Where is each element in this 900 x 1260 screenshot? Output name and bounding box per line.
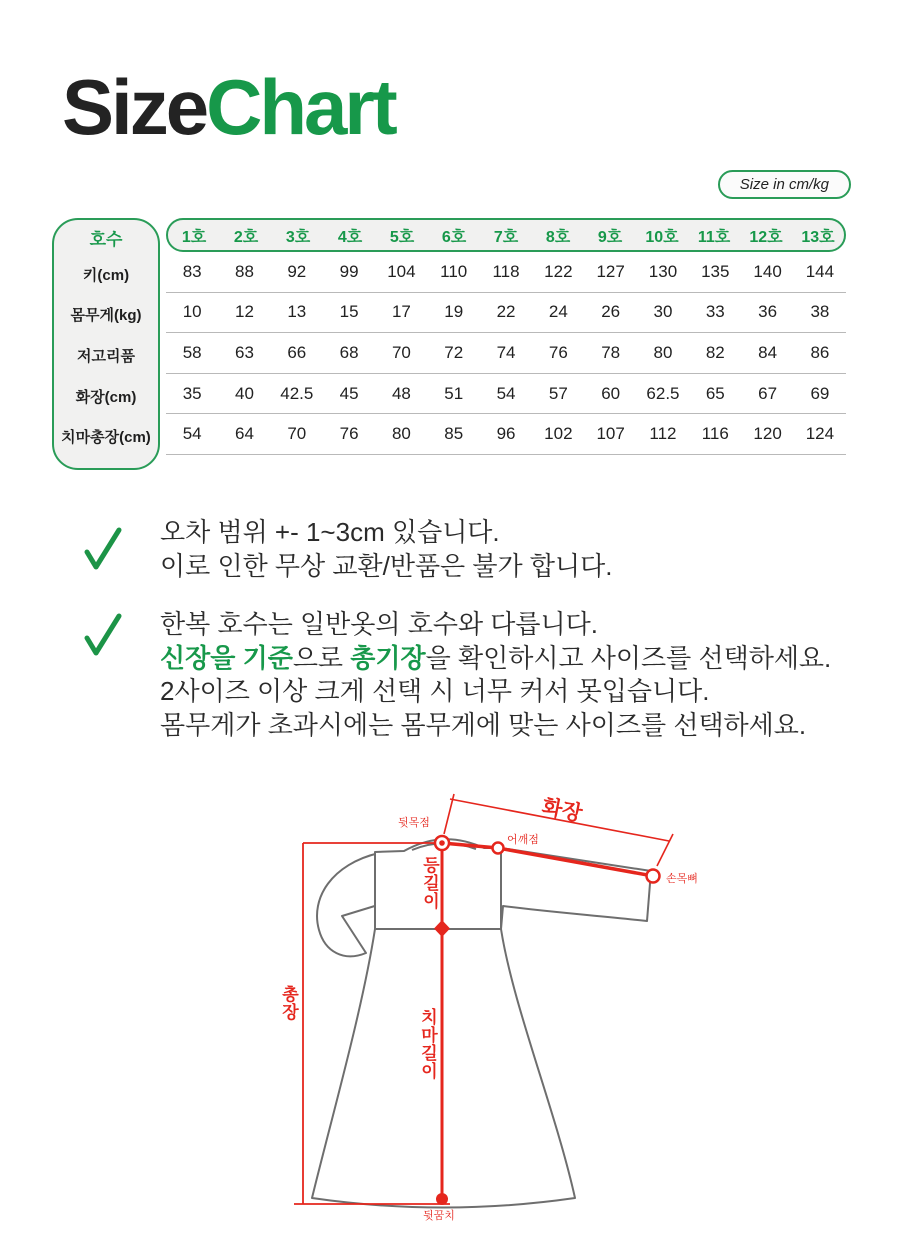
table-cell: 72: [444, 342, 464, 362]
note-highlight: 총기장: [350, 642, 426, 673]
hanbok-measurement-diagram: [260, 780, 730, 1258]
table-cell: 124: [805, 424, 835, 444]
note-tolerance: [160, 516, 612, 583]
table-cell: 122: [544, 261, 573, 281]
table-cell: 17: [391, 302, 411, 322]
skirt-length-label: 치마길이: [418, 1008, 437, 1080]
table-data-area: [166, 218, 846, 455]
note-text: 으로: [292, 642, 351, 673]
total-length-label: 총장: [279, 985, 298, 1021]
table-row: [166, 293, 846, 334]
shoulder-point-label: 어깨점: [507, 834, 539, 846]
table-cell: 70: [391, 342, 411, 362]
table-cell: 69: [810, 383, 830, 403]
table-cell: 54: [496, 383, 516, 403]
row-label: 저고리품: [77, 347, 135, 365]
note-highlight: 신장을 기준: [160, 642, 293, 673]
note-line: [160, 642, 831, 676]
title-word-chart: Chart: [206, 63, 395, 151]
size-header-row: [166, 218, 846, 252]
table-cell: 107: [596, 424, 625, 444]
table-cell: 130: [648, 261, 678, 281]
table-cell: 36: [758, 302, 778, 322]
table-cell: 30: [653, 302, 673, 322]
table-cell: 54: [182, 424, 202, 444]
size-header-cell: 12호: [749, 228, 783, 246]
table-cell: 84: [758, 342, 778, 362]
table-cell: 116: [701, 424, 729, 444]
size-header-cell: 5호: [389, 228, 415, 246]
row-label: 화장(cm): [75, 388, 137, 406]
table-cell: 33: [705, 302, 725, 322]
back-neck-point-label: 뒷목점: [398, 817, 430, 829]
table-cell: 99: [339, 261, 359, 281]
size-header-cell: 10호: [645, 228, 679, 246]
table-cell: 24: [548, 302, 568, 322]
table-row: [166, 414, 846, 455]
table-cell: 60: [601, 383, 621, 403]
table-cell: 68: [339, 342, 359, 362]
size-header-cell: 6호: [441, 228, 467, 246]
title-word-size: Size: [62, 63, 207, 151]
page-title: [62, 63, 395, 151]
table-cell: 80: [391, 424, 411, 444]
note-text: 을 확인하시고 사이즈를 선택하세요.: [425, 642, 832, 673]
size-header-cell: 9호: [597, 228, 623, 246]
row-label: 몸무게(kg): [70, 307, 142, 325]
size-header-cell: 7호: [493, 228, 519, 246]
table-cell: 140: [753, 261, 782, 281]
table-cell: 83: [182, 261, 202, 281]
unit-badge: Size in cm/kg: [718, 170, 851, 199]
table-cell: 102: [544, 424, 573, 444]
table-cell: 74: [496, 342, 516, 362]
row-label: 치마총장(cm): [61, 429, 151, 447]
table-cell: 42.5: [280, 383, 314, 403]
table-cell: 104: [387, 261, 416, 281]
table-cell: 51: [444, 383, 464, 403]
table-cell: 110: [440, 261, 468, 281]
table-cell: 48: [391, 383, 411, 403]
size-header-cell: 4호: [337, 228, 363, 246]
table-cell: 19: [444, 302, 464, 322]
table-cell: 38: [810, 302, 830, 322]
table-row: [166, 374, 846, 415]
table-cell: 78: [601, 342, 621, 362]
back-length-label: 등길이: [420, 856, 439, 910]
table-cell: 35: [182, 383, 202, 403]
table-cell: 63: [235, 342, 254, 362]
table-cell: 88: [235, 261, 254, 281]
table-cell: 96: [496, 424, 516, 444]
table-cell: 70: [287, 424, 307, 444]
note-line: 2사이즈 이상 크게 선택 시 너무 커서 못입습니다.: [160, 676, 710, 706]
hanbok-outline-drawing: [260, 780, 730, 1258]
table-cell: 144: [805, 261, 835, 281]
sleeve-length-label: 화장: [539, 795, 585, 826]
table-cell: 92: [287, 261, 307, 281]
table-cell: 118: [492, 261, 520, 281]
table-cell: 86: [810, 342, 830, 362]
table-cell: 127: [596, 261, 625, 281]
table-row: [166, 252, 846, 293]
table-cell: 10: [182, 302, 202, 322]
corner-label: 호수: [89, 229, 123, 249]
table-rows: [166, 252, 846, 455]
size-header-cell: 11호: [697, 228, 731, 246]
heel-label: 뒷꿈치: [423, 1210, 455, 1222]
size-header-cell: 13호: [801, 228, 835, 246]
table-cell: 76: [548, 342, 568, 362]
table-row: [166, 333, 846, 374]
checkmark-icon: [83, 524, 123, 572]
size-header-cell: 8호: [545, 228, 571, 246]
table-cell: 45: [339, 383, 359, 403]
table-cell: 120: [753, 424, 782, 444]
size-header-cell: 1호: [181, 228, 207, 246]
table-cell: 13: [287, 302, 307, 322]
table-cell: 22: [496, 302, 516, 322]
table-cell: 82: [705, 342, 725, 362]
wrist-bone-label: 손목뼈: [666, 873, 698, 885]
note-sizing-guide: [160, 608, 831, 742]
size-header-cell: 3호: [285, 228, 311, 246]
size-header-cell: 2호: [233, 228, 259, 246]
row-label-column: [52, 218, 160, 470]
table-cell: 135: [701, 261, 730, 281]
note-line: 이로 인한 무상 교환/반품은 불가 합니다.: [160, 550, 613, 581]
table-cell: 112: [649, 424, 677, 444]
table-cell: 40: [235, 383, 254, 403]
table-cell: 15: [339, 302, 359, 322]
note-line: 몸무게가 초과시에는 몸무게에 맞는 사이즈를 선택하세요.: [160, 709, 807, 740]
table-cell: 26: [601, 302, 621, 322]
checkmark-icon: [83, 610, 123, 658]
table-cell: 57: [548, 383, 568, 403]
table-cell: 12: [235, 302, 254, 322]
table-cell: 80: [653, 342, 673, 362]
row-label: 키(cm): [82, 266, 130, 284]
table-cell: 66: [287, 342, 307, 362]
table-cell: 62.5: [646, 383, 680, 403]
table-cell: 67: [758, 383, 778, 403]
note-line: 한복 호수는 일반옷의 호수와 다릅니다.: [160, 609, 598, 639]
table-cell: 76: [339, 424, 359, 444]
table-cell: 85: [444, 424, 464, 444]
table-cell: 58: [182, 342, 202, 362]
table-cell: 64: [235, 424, 254, 444]
note-line: 오차 범위 +- 1~3cm 있습니다.: [160, 517, 500, 547]
table-cell: 65: [705, 383, 725, 403]
